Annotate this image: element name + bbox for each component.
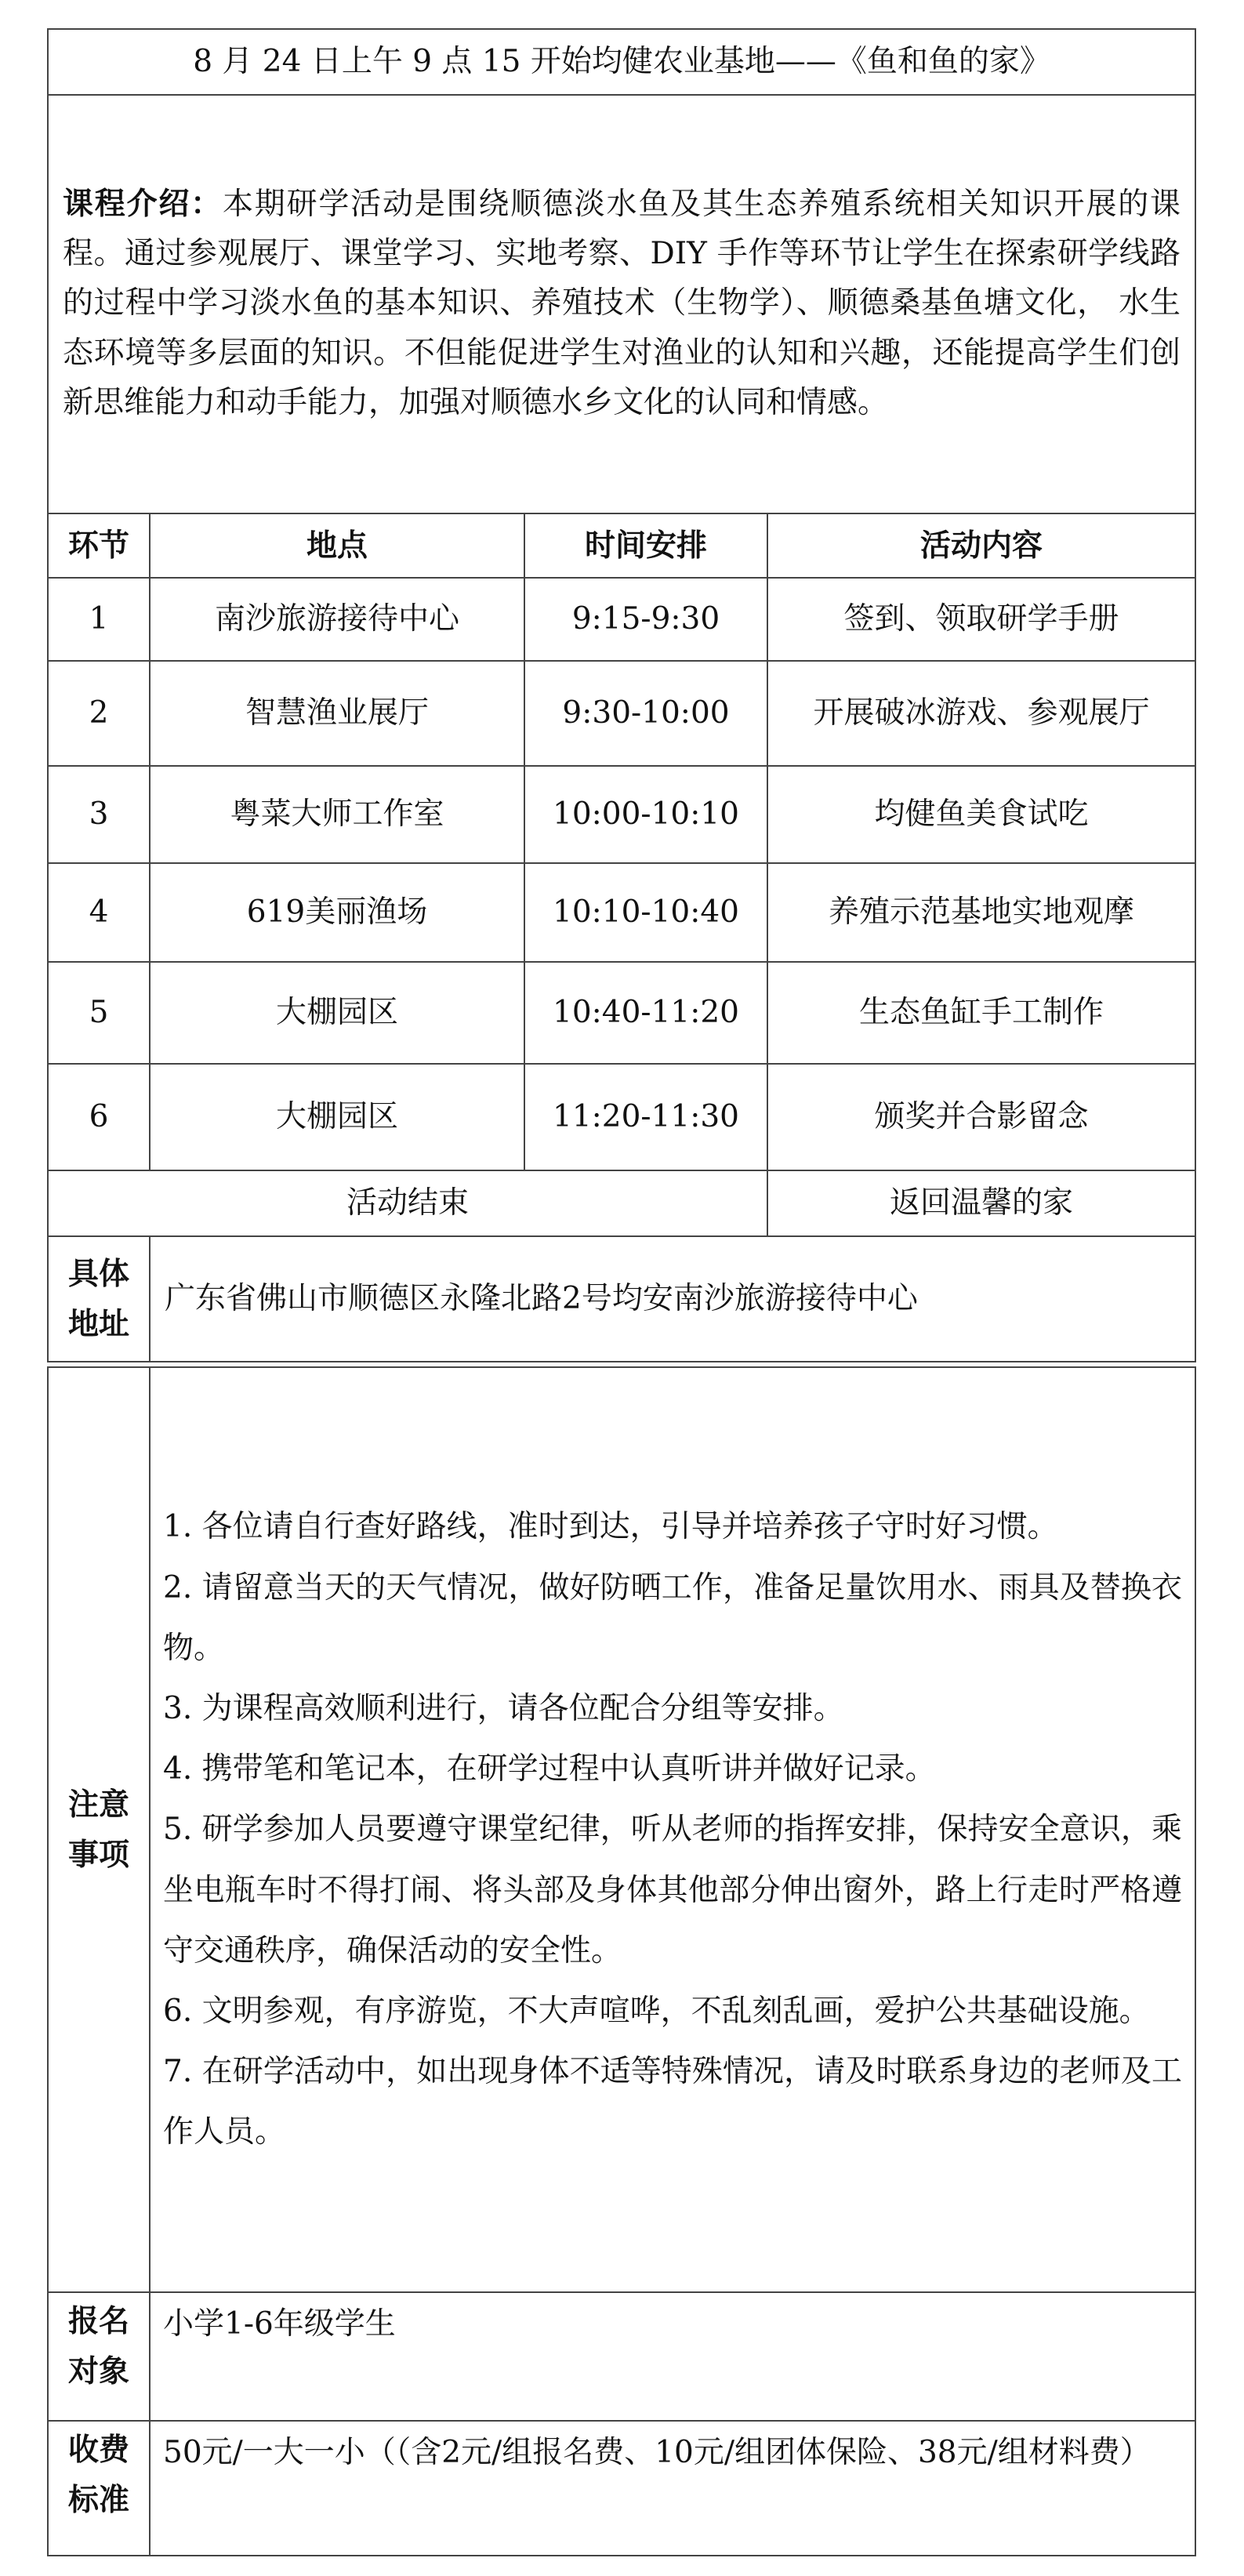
end-row <box>48 1170 1195 1236</box>
address-label-line2: 地址 <box>67 1306 129 1342</box>
list-item: 5. 研学参加人员要遵守课堂纪律，听从老师的指挥安排，保持安全意识，乘坐电瓶车时不得打闹、将头部及身体其他部分伸出窗外，路上行走时严格遵守交通秩序，确保活动的安全性。 <box>163 1812 1182 1968</box>
address-row <box>48 1236 1195 1362</box>
table-row <box>48 962 1195 1064</box>
document-title: 8 月 24 日上午 9 点 15 开始均健农业基地——《鱼和鱼的家》 <box>48 29 1195 95</box>
place-cell: 619美丽渔场 <box>150 863 524 962</box>
fee-label <box>48 2421 150 2556</box>
end-activity: 返回温馨的家 <box>767 1170 1195 1236</box>
title-row <box>48 29 1195 95</box>
course-intro <box>48 95 1195 513</box>
intro-row <box>48 95 1195 513</box>
schedule-table <box>47 28 1196 1362</box>
activity-cell: 签到、领取研学手册 <box>767 578 1195 661</box>
notes-label <box>48 1367 150 2292</box>
list-item: 3. 为课程高效顺利进行，请各位配合分组等安排。 <box>163 1690 844 1726</box>
fee-value: 50元/一大一小（（含2元/组报名费、10元/组团体保险、38元/组材料费） <box>150 2421 1195 2556</box>
step-cell: 5 <box>48 962 150 1064</box>
table-row <box>48 863 1195 962</box>
place-cell: 大棚园区 <box>150 962 524 1064</box>
step-cell: 3 <box>48 766 150 863</box>
step-cell: 1 <box>48 578 150 661</box>
table-row <box>48 661 1195 766</box>
address-label <box>48 1236 150 1362</box>
info-table <box>47 1366 1196 2556</box>
fee-label-line2: 标准 <box>67 2482 129 2519</box>
target-label-line1: 报名 <box>67 2303 129 2339</box>
header-step: 环节 <box>48 513 150 578</box>
time-cell: 11:20-11:30 <box>524 1064 767 1170</box>
list-item: 1. 各位请自行查好路线，准时到达，引导并培养孩子守时好习惯。 <box>163 1509 1058 1545</box>
target-label <box>48 2292 150 2421</box>
time-cell: 9:15-9:30 <box>524 578 767 661</box>
table-header-row <box>48 513 1195 578</box>
target-row <box>48 2292 1195 2421</box>
intro-body: 本期研学活动是围绕顺德淡水鱼及其生态养殖系统相关知识开展的课程。通过参观展厅、课堂学习、实地考察、DIY 手作等环节让学生在探索研学线路的过程中学习淡水鱼的基本知识、养殖技术（生物学）、顺德桑基鱼塘文化， 水生态环境等多层面的知识。不但能促进学生对渔业的认知和兴趣，还能提高学生们创新思维能力和动手能力，加强对顺德水乡文化的认同和情感。 <box>63 187 1181 420</box>
intro-heading: 课程介绍： <box>63 186 223 223</box>
place-cell: 智慧渔业展厅 <box>150 661 524 766</box>
notes-list <box>150 1367 1195 2292</box>
time-cell: 10:00-10:10 <box>524 766 767 863</box>
activity-cell: 开展破冰游戏、参观展厅 <box>767 661 1195 766</box>
place-cell: 粤菜大师工作室 <box>150 766 524 863</box>
list-item: 7. 在研学活动中，如出现身体不适等特殊情况，请及时联系身边的老师及工作人员。 <box>163 2054 1182 2150</box>
table-row <box>48 578 1195 661</box>
fee-row <box>48 2421 1195 2556</box>
activity-cell: 均健鱼美食试吃 <box>767 766 1195 863</box>
header-place: 地点 <box>150 513 524 578</box>
address-value: 广东省佛山市顺德区永隆北路2号均安南沙旅游接待中心 <box>150 1236 1195 1362</box>
list-item: 6. 文明参观，有序游览，不大声喧哗，不乱刻乱画，爱护公共基础设施。 <box>163 1994 1150 2030</box>
list-item: 2. 请留意当天的天气情况，做好防晒工作，准备足量饮用水、雨具及替换衣物。 <box>163 1569 1182 1666</box>
place-cell: 大棚园区 <box>150 1064 524 1170</box>
notes-label-line1: 注意 <box>67 1786 129 1823</box>
time-cell: 10:40-11:20 <box>524 962 767 1064</box>
step-cell: 2 <box>48 661 150 766</box>
notes-label-line2: 事项 <box>67 1837 129 1873</box>
place-cell: 南沙旅游接待中心 <box>150 578 524 661</box>
notes-row <box>48 1367 1195 2292</box>
time-cell: 9:30-10:00 <box>524 661 767 766</box>
list-item: 4. 携带笔和笔记本，在研学过程中认真听讲并做好记录。 <box>163 1751 936 1787</box>
target-label-line2: 对象 <box>67 2353 129 2390</box>
step-cell: 6 <box>48 1064 150 1170</box>
time-cell: 10:10-10:40 <box>524 863 767 962</box>
table-row <box>48 1064 1195 1170</box>
activity-cell: 生态鱼缸手工制作 <box>767 962 1195 1064</box>
address-label-line1: 具体 <box>67 1255 129 1292</box>
end-label: 活动结束 <box>48 1170 767 1236</box>
activity-cell: 颁奖并合影留念 <box>767 1064 1195 1170</box>
header-activity: 活动内容 <box>767 513 1195 578</box>
fee-label-line1: 收费 <box>67 2432 129 2468</box>
header-time: 时间安排 <box>524 513 767 578</box>
activity-cell: 养殖示范基地实地观摩 <box>767 863 1195 962</box>
table-row <box>48 766 1195 863</box>
target-value: 小学1-6年级学生 <box>150 2292 1195 2421</box>
step-cell: 4 <box>48 863 150 962</box>
